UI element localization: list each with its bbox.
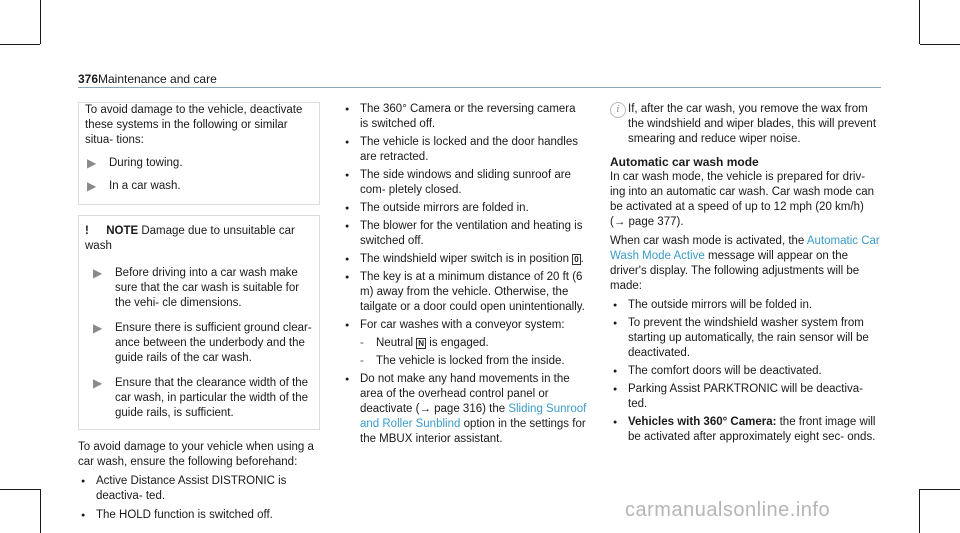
bullet-icon: ● — [613, 302, 618, 309]
note-heading — [85, 224, 313, 254]
neutral-gear-key: N — [418, 339, 425, 348]
list-item: ▶ Ensure that the clearance width of the car wash, in particular the width of the guide rails, is sufficient. — [93, 376, 309, 419]
list-item: ● Active Distance Assist DISTRONIC is deactiva- ted. — [81, 475, 287, 502]
list-item: ● The outside mirrors are folded in. — [345, 202, 529, 214]
list-item: ● Vehicles with 360° Camera: the front image will be activated after approximately eight sec- onds. — [613, 416, 876, 443]
bullet-icon: ● — [613, 320, 618, 327]
bullet-icon: ● — [345, 139, 350, 146]
crop-mark — [40, 489, 41, 533]
bullet-icon: ● — [81, 478, 86, 485]
deactivation-box — [78, 102, 320, 205]
bullet-icon: ● — [613, 419, 618, 426]
box-intro: To avoid damage to the vehicle, deactivate these systems in the following or similar situa- tions: — [85, 104, 303, 146]
crop-mark — [920, 44, 960, 45]
bullet-icon: ● — [345, 322, 350, 329]
crop-mark — [920, 489, 960, 490]
list-item: ▶ Before driving into a car wash make sure that the car wash is suitable for the vehi- cle dimensions. — [93, 266, 300, 309]
list-item: ● The vehicle is locked and the door handles are retracted. — [345, 136, 579, 163]
page-number: 376 — [78, 72, 99, 86]
wiper-position-key: 0 — [574, 255, 579, 264]
bullet-icon: ● — [613, 368, 618, 375]
bullet-icon: ● — [345, 205, 350, 212]
list-item: ● The windshield wiper switch is in position 0 . — [345, 253, 584, 265]
header-rule — [78, 87, 881, 88]
info-text: If, after the car wash, you remove the wax from the windshield and wiper blades, this will prevent smearing and reduce wiper noise. — [628, 103, 877, 145]
note-box — [78, 215, 320, 430]
column-left — [78, 102, 320, 523]
paragraph: In car wash mode, the vehicle is prepared for driv- ing into an automatic car wash. Car wash mode can be activated at a speed of up to 12 mph (20 km/h) (→ page 377). — [610, 171, 874, 228]
note-text: Damage due to unsuitable car wash — [85, 225, 295, 252]
dash-icon: - — [360, 355, 364, 367]
note-label: NOTE — [106, 225, 139, 237]
info-icon: i — [610, 102, 626, 118]
section-heading: Automatic car wash mode — [610, 155, 759, 169]
arrow-icon: ▶ — [93, 266, 103, 280]
list-item: ● Parking Assist PARKTRONIC will be deactiva- ted. — [613, 383, 863, 410]
crop-mark — [919, 0, 920, 44]
bullet-icon: ● — [81, 512, 86, 519]
car-wash-mode-message-link[interactable]: Automatic Car Wash Mode Active — [610, 235, 880, 262]
watermark: carmanualsonline.info — [625, 499, 831, 521]
list-item: ● The HOLD function is switched off. — [81, 509, 273, 521]
section-title: Maintenance and care — [98, 72, 217, 86]
bullet-icon: ● — [613, 386, 618, 393]
column-middle — [342, 102, 587, 447]
sub-list-item: - The vehicle is locked from the inside. — [360, 355, 565, 367]
list-item: ● For car washes with a conveyor system: — [345, 319, 565, 331]
list-item: ● The comfort doors will be deactivated. — [613, 365, 822, 377]
dash-icon: - — [360, 337, 364, 349]
arrow-icon: ▶ — [93, 321, 103, 335]
crop-mark — [0, 44, 40, 45]
warning-icon: ! — [85, 225, 89, 237]
sunroof-setting-link[interactable]: Sliding Sunroof and Roller Sunblind — [360, 403, 587, 430]
info-note — [610, 102, 882, 147]
crop-mark — [0, 489, 40, 490]
paragraph: When car wash mode is activated, the Automatic Car Wash Mode Active message will appear on the driver's display. The following adjustments will be made: — [610, 235, 880, 292]
column-right — [610, 102, 882, 445]
sub-list-item: - Neutral N is engaged. — [360, 337, 489, 349]
paragraph: To avoid damage to your vehicle when using a car wash, ensure the following beforehand: — [78, 441, 314, 468]
arrow-icon: ▶ — [87, 179, 97, 193]
arrow-icon: ▶ — [93, 376, 103, 390]
bullet-icon: ● — [345, 172, 350, 179]
list-item: ▶ Ensure there is sufficient ground clear- ance between the underbody and the guide rails of the car wash. — [93, 321, 312, 364]
crop-mark — [919, 489, 920, 533]
list-item: ● The side windows and sliding sunroof are com- pletely closed. — [345, 169, 571, 196]
list-item: ● The key is at a minimum distance of 20 ft (6 m) away from the vehicle. Otherwise, the tailgate or a door could open unintentionally. — [345, 271, 585, 313]
bullet-icon: ● — [345, 256, 350, 263]
list-item: ● The outside mirrors will be folded in. — [613, 299, 813, 311]
bullet-icon: ● — [345, 376, 350, 383]
arrow-icon: ▶ — [87, 156, 97, 170]
list-item: ● The blower for the ventilation and heating is switched off. — [345, 220, 583, 247]
list-item: ▶ During towing. — [87, 156, 183, 170]
bullet-icon: ● — [345, 274, 350, 281]
crop-mark — [40, 0, 41, 44]
list-item: ● To prevent the windshield washer system from starting up automatically, the rain sensor will be deactivated. — [613, 317, 869, 359]
bullet-icon: ● — [345, 223, 350, 230]
list-item: ● Do not make any hand movements in the area of the overhead control panel or deactivate (→ page 316) the Sliding Sunroof and Roller Sunblind option in the settings for the MBUX interior assistant. — [345, 373, 587, 445]
list-item: ▶ In a car wash. — [87, 179, 181, 193]
bullet-icon: ● — [345, 106, 350, 113]
list-item: ● The 360° Camera or the reversing camera is switched off. — [345, 103, 576, 130]
